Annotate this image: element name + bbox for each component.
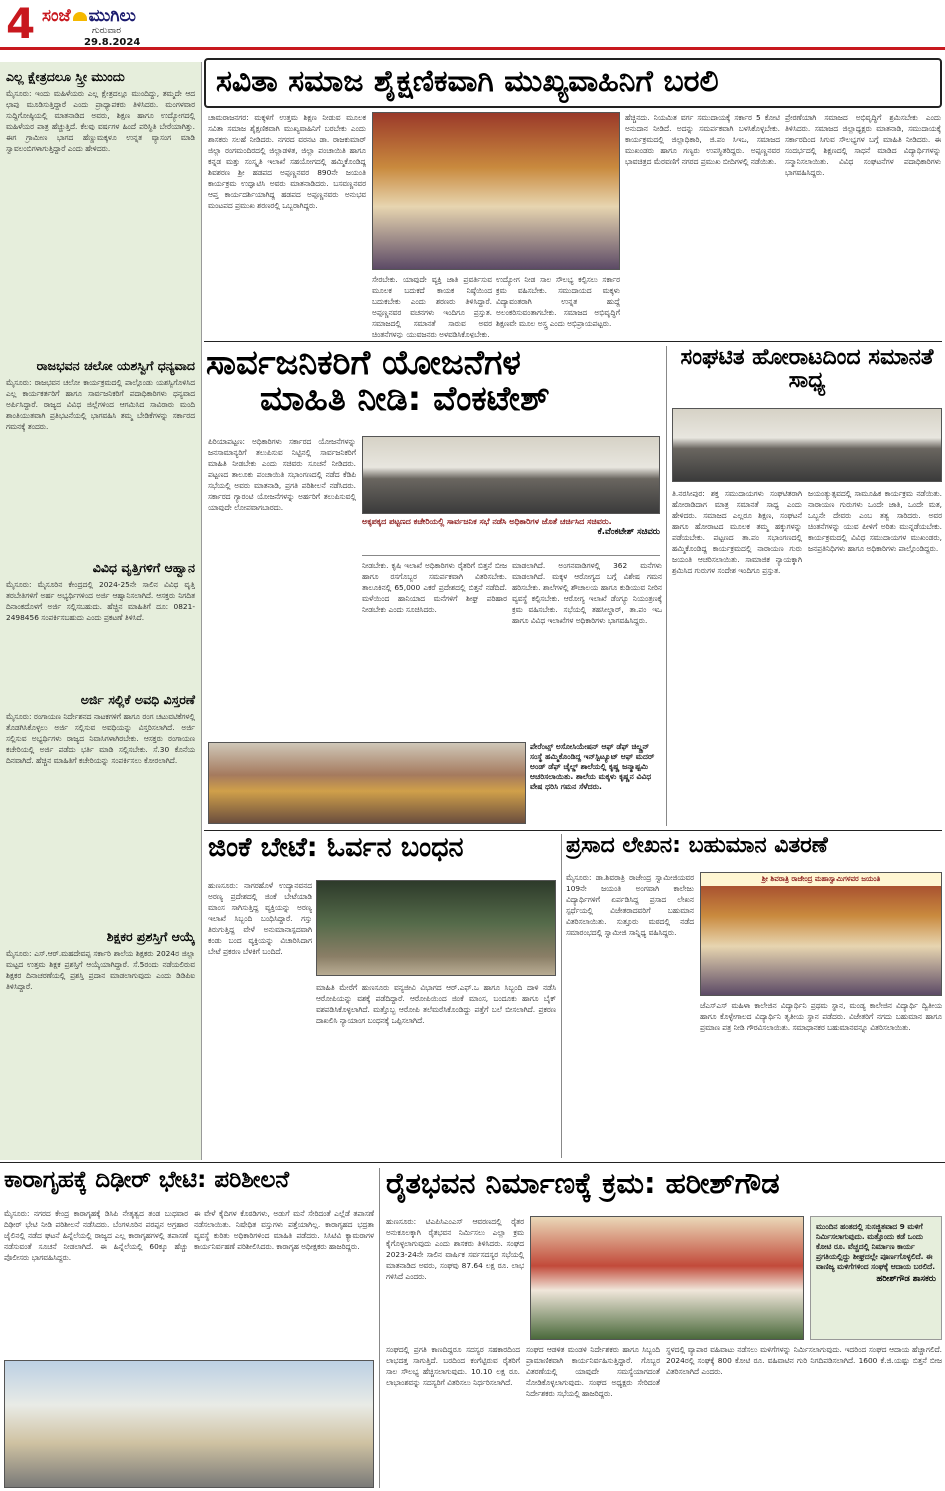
- brief-4-text: ಮೈಸೂರು: ರಂಗಾಯಣ ನಿರ್ದೇಶನದ ನಾಟಕಗಳಿಗೆ ಹಾಗೂ ರಂಗ ಚಟುವಟಿಕೆಗಳಲ್ಲಿ ತೊಡಗಿಸಿಕೊಳ್ಳಲು ಅರ್ಜಿ ಸಲ್ಲಿಸುವ ಅವಧಿಯನ್ನು ವಿಸ್ತರಿಸಲಾಗಿದೆ. ಅರ್ಜಿ ಸಲ್ಲಿಸುವ ಅಭ್ಯರ್ಥಿಗಳು ರಾಜ್ಯದ ನಿವಾಸಿಗಳಾಗಿರಬೇಕು. ಆಸಕ್ತರು ರಂಗಾಯಣ ಕಚೇರಿಯಲ್ಲಿ ಅರ್ಜಿ ಪಡೆದು ಭರ್ತಿ ಮಾಡಿ ಸಲ್ಲಿಸಬೇಕು. ಸೆ.30 ಕೊನೆಯ ದಿನವಾಗಿದೆ. ಹೆಚ್ಚಿನ ಮಾಹಿತಿಗೆ ಕಚೇರಿಯನ್ನು ಸಂಪರ್ಕಿಸಲು ಕೋರಲಾಗಿದೆ.: [6, 712, 195, 765]
- story5-headline: ಜಿಂಕೆ ಬೇಟೆ: ಓರ್ವನ ಬಂಧನ: [208, 834, 464, 863]
- story8-quote-box: [810, 1216, 942, 1340]
- story5-photo: [316, 880, 556, 976]
- story5-col1: ಹುಣಸೂರು: ನಾಗರಹೊಳೆ ಉದ್ಯಾನವನದ ಅರಣ್ಯ ಪ್ರದೇಶದಲ್ಲಿ ಜಿಂಕೆ ಬೇಟೆಯಾಡಿ ಮಾಂಸ ಸಾಗಿಸುತ್ತಿದ್ದ ವ್ಯಕ್ತಿಯನ್ನು ಅರಣ್ಯ ಇಲಾಖೆ ಸಿಬ್ಬಂದಿ ಬಂಧಿಸಿದ್ದಾರೆ. ಗಸ್ತು ತಿರುಗುತ್ತಿದ್ದ ವೇಳೆ ಅನುಮಾನಾಸ್ಪದವಾಗಿ ಕಂಡು ಬಂದ ವ್ಯಕ್ತಿಯನ್ನು ವಿಚಾರಿಸಿದಾಗ ಬೇಟೆ ಪ್ರಕರಣ ಬೆಳಕಿಗೆ ಬಂದಿದೆ.: [208, 881, 312, 956]
- story3-photo: [672, 408, 942, 482]
- column-divider: [561, 834, 562, 1158]
- story6-photo: [700, 872, 942, 996]
- story8-col3: ಸಂಘದ ಆಡಳಿತ ಮಂಡಳಿ ನಿರ್ದೇಶಕರು ಹಾಗೂ ಸಿಬ್ಬಂದಿ ಪ್ರಾಮಾಣಿಕವಾಗಿ ಕಾರ್ಯನಿರ್ವಹಿಸುತ್ತಿದ್ದಾರೆ. ಗೊಬ್ಬರ ವಿತರಣೆಯಲ್ಲಿ ಯಾವುದೇ ಸಮಸ್ಯೆಯಾಗದಂತೆ ನೋಡಿಕೊಳ್ಳಲಾಗುವುದು. ಸಂಘದ ಅಧ್ಯಕ್ಷರು ಸೇರಿದಂತೆ ನಿರ್ದೇಶಕರು ಸಭೆಯಲ್ಲಿ ಹಾಜರಿದ್ದರು.: [526, 1345, 660, 1398]
- story1-headline: ಸವಿತಾ ಸಮಾಜ ಶೈಕ್ಷಣಿಕವಾಗಿ ಮುಖ್ಯವಾಹಿನಿಗೆ ಬರಲಿ: [216, 64, 719, 99]
- story5-col2: ಮಾಹಿತಿ ಮೇರೆಗೆ ಹುಣಸೂರು ವನ್ಯಜೀವಿ ವಿಭಾಗದ ಆರ್.ಎಫ್.ಒ ಹಾಗೂ ಸಿಬ್ಬಂದಿ ದಾಳಿ ನಡೆಸಿ ಆರೋಪಿಯನ್ನು ವಶಕ್ಕೆ ಪಡೆದಿದ್ದಾರೆ. ಆರೋಪಿಯಿಂದ ಜಿಂಕೆ ಮಾಂಸ, ಬಂದೂಕು ಹಾಗೂ ಬೈಕ್ ವಶಪಡಿಸಿಕೊಳ್ಳಲಾಗಿದೆ. ಮತ್ತೊಬ್ಬ ಆರೋಪಿ ತಲೆಮರೆಸಿಕೊಂಡಿದ್ದು ಪತ್ತೆಗೆ ಬಲೆ ಬೀಸಲಾಗಿದೆ. ಪ್ರಕರಣ ದಾಖಲಿಸಿ ನ್ಯಾಯಾಂಗ ಬಂಧನಕ್ಕೆ ಒಪ್ಪಿಸಲಾಗಿದೆ.: [316, 983, 556, 1025]
- column-divider: [666, 346, 667, 826]
- logo-word-2: ಮುಗಿಲು: [88, 6, 136, 26]
- story2-col2: ನೀಡಬೇಕು. ಕೃಷಿ ಇಲಾಖೆ ಅಧಿಕಾರಿಗಳು ರೈತರಿಗೆ ಬಿತ್ತನೆ ಬೀಜ ಹಾಗೂ ರಸಗೊಬ್ಬರ ಸಮರ್ಪಕವಾಗಿ ವಿತರಿಸಬೇಕು. ತಾಲೂಕಿನಲ್ಲಿ 65,000 ಎಕರೆ ಪ್ರದೇಶದಲ್ಲಿ ಬಿತ್ತನೆ ನಡೆದಿದೆ. ಮಳೆಯಿಂದ ಹಾನಿಯಾದ ಮನೆಗಳಿಗೆ ಶೀಘ್ರ ಪರಿಹಾರ ನೀಡಬೇಕು ಎಂದು ಸೂಚಿಸಿದರು.: [362, 561, 507, 614]
- sun-icon: [73, 12, 87, 21]
- story8-quote: ಮುಂದಿನ ಹಂತದಲ್ಲಿ ಸುಸಜ್ಜಿತವಾದ 9 ಮಳಿಗೆ ನಿರ್ಮಿಸಲಾಗುವುದು. ಮತ್ತೊಂದು ಕಡೆ ಒಂದು ಕೋಟಿ ರೂ. ವೆಚ್ಚದಲ್ಲಿ ನಿರ್ಮಾಣ ಕಾರ್ಯ ಪ್ರಗತಿಯಲ್ಲಿದ್ದು ಶೀಘ್ರದಲ್ಲೇ ಪೂರ್ಣಗೊಳ್ಳಲಿದೆ. ಈ ವಾಣಿಜ್ಯ ಮಳಿಗೆಗಳಿಂದ ಸಂಘಕ್ಕೆ ಆದಾಯ ಬರಲಿದೆ.: [816, 1222, 936, 1271]
- story3-headline: ಸಂಘಟಿತ ಹೋರಾಟದಿಂದ ಸಮಾನತೆ ಸಾಧ್ಯ: [680, 346, 934, 394]
- masthead: [0, 0, 945, 50]
- story4-caption: ಪೇರೆಂಟ್ಸ್ ಅಸೋಸಿಯೇಷನ್ ಆಫ್ ಡೆಫ್ ಚಿಲ್ಡ್ರನ್ ಸಂಸ್ಥೆ ಹಮ್ಮಿಕೊಂಡಿದ್ದ ಇನ್‌ಸ್ಟಿಟ್ಯೂಟ್ ಆಫ್ ಮದರ್ ಅಂಡ್ ಡೆಫ್ ಚೈಲ್ಡ್ ಶಾಲೆಯಲ್ಲಿ ಕೃಷ್ಣ ಜನ್ಮಾಷ್ಟಮಿ ಆಚರಿಸಲಾಯಿತು. ಶಾಲೆಯ ಮಕ್ಕಳು ಕೃಷ್ಣನ ವಿವಿಧ ವೇಷ ಧರಿಸಿ ಗಮನ ಸೆಳೆದರು.: [530, 742, 655, 791]
- brief-1-title: ಎಲ್ಲ ಕ್ಷೇತ್ರದಲೂ ಸ್ತ್ರೀ ಮುಂದು: [6, 69, 125, 84]
- story3-headline-box: [672, 346, 942, 402]
- story8-col4: ಸ್ಥಳದಲ್ಲಿ ವ್ಯಾಪಾರ ವಹಿವಾಟು ನಡೆಸಲು ಮಳಿಗೆಗಳನ್ನು ನಿರ್ಮಿಸಲಾಗುವುದು. ಇದರಿಂದ ಸಂಘದ ಆದಾಯ ಹೆಚ್ಚಾಗಲಿದೆ. 2024ರಲ್ಲಿ ಸಂಘಕ್ಕೆ 800 ಕೋಟಿ ರೂ. ವಹಿವಾಟಿನ ಗುರಿ ನಿಗದಿಪಡಿಸಲಾಗಿದೆ. 1600 ಕೆ.ಜಿ.ಯಷ್ಟು ಬಿತ್ತನೆ ಬೀಜ ವಿತರಿಸಲಾಗಿದೆ ಎಂದರು.: [666, 1345, 942, 1376]
- brief-2-text: ಮೈಸೂರು: ರಾಜಭವನ ಚಲೋ ಕಾರ್ಯಕ್ರಮದಲ್ಲಿ ಪಾಲ್ಗೊಂಡು ಯಶಸ್ವಿಗೊಳಿಸಿದ ಎಲ್ಲ ಕಾರ್ಯಕರ್ತರಿಗೆ ಹಾಗೂ ಸಾರ್ವಜನಿಕರಿಗೆ ಪದಾಧಿಕಾರಿಗಳು ಧನ್ಯವಾದ ಅರ್ಪಿಸಿದ್ದಾರೆ. ರಾಜ್ಯದ ವಿವಿಧ ಜಿಲ್ಲೆಗಳಿಂದ ಆಗಮಿಸಿದ ಸಾವಿರಾರು ಮಂದಿ ಶಾಂತಿಯುತವಾಗಿ ಪ್ರತಿಭಟನೆಯಲ್ಲಿ ಭಾಗವಹಿಸಿ ತಮ್ಮ ಬೇಡಿಕೆಗಳನ್ನು ಸರ್ಕಾರದ ಗಮನಕ್ಕೆ ತಂದರು.: [6, 378, 195, 431]
- brief-3-text: ಮೈಸೂರು: ಮೈಸೂರಿನ ಕೇಂದ್ರದಲ್ಲಿ 2024-25ನೇ ಸಾಲಿನ ವಿವಿಧ ವೃತ್ತಿ ತರಬೇತಿಗಳಿಗೆ ಅರ್ಹ ಅಭ್ಯರ್ಥಿಗಳಿಂದ ಅರ್ಜಿ ಆಹ್ವಾನಿಸಲಾಗಿದೆ. ಆಸಕ್ತರು ನಿಗದಿತ ದಿನಾಂಕದೊಳಗೆ ಅರ್ಜಿ ಸಲ್ಲಿಸಬಹುದು. ಹೆಚ್ಚಿನ ಮಾಹಿತಿಗೆ ದೂ: 0821-2498456 ಸಂಪರ್ಕಿಸಬಹುದು ಎಂದು ಪ್ರಕಟಣೆ ತಿಳಿಸಿದೆ.: [6, 580, 195, 622]
- story8-col1: ಹುಣಸೂರು: ಟಿಎಪಿಸಿಎಂಎಸ್ ಆವರಣದಲ್ಲಿ ರೈತರ ಅನುಕೂಲಕ್ಕಾಗಿ ರೈತಭವನ ನಿರ್ಮಿಸಲು ಎಲ್ಲಾ ಕ್ರಮ ಕೈಗೊಳ್ಳಲಾಗುವುದು ಎಂದು ಶಾಸಕರು ತಿಳಿಸಿದರು. ಸಂಘದ 2023-24ನೇ ಸಾಲಿನ ವಾರ್ಷಿಕ ಸರ್ವಸದಸ್ಯರ ಸಭೆಯಲ್ಲಿ ಮಾತನಾಡಿದ ಅವರು, ಸಂಘವು 87.64 ಲಕ್ಷ ರೂ. ಲಾಭ ಗಳಿಸಿದೆ ಎಂದರು.: [386, 1217, 524, 1281]
- briefs-sidebar: [0, 62, 202, 1160]
- story3-col2: ಜಯಂತ್ಯುತ್ಸವದಲ್ಲಿ ಸಾಮೂಹಿಕ ಕಾರ್ಯಕ್ರಮ ನಡೆಯಿತು. ನಾರಾಯಣ ಗುರುಗಳು ಒಂದೇ ಜಾತಿ, ಒಂದೇ ಮತ, ಒಬ್ಬನೇ ದೇವರು ಎಂಬ ತತ್ವ ಸಾರಿದರು. ಅವರ ಚಿಂತನೆಗಳನ್ನು ಯುವ ಪೀಳಿಗೆ ಅರಿತು ಮುನ್ನಡೆಯಬೇಕು. ಕಾರ್ಯಕ್ರಮದಲ್ಲಿ ವಿವಿಧ ಸಮುದಾಯಗಳ ಮುಖಂಡರು, ಜನಪ್ರತಿನಿಧಿಗಳು ಹಾಗೂ ಅಧಿಕಾರಿಗಳು ಪಾಲ್ಗೊಂಡಿದ್ದರು.: [808, 489, 942, 553]
- story7-photo: [4, 1360, 374, 1488]
- story2-col1: ಪಿರಿಯಾಪಟ್ಟಣ: ಅಧಿಕಾರಿಗಳು ಸರ್ಕಾರದ ಯೋಜನೆಗಳನ್ನು ಜನಸಾಮಾನ್ಯರಿಗೆ ತಲುಪಿಸುವ ನಿಟ್ಟಿನಲ್ಲಿ ಸಾರ್ವಜನಿಕರಿಗೆ ಮಾಹಿತಿ ನೀಡಬೇಕು ಎಂದು ಸಚಿವರು ಸೂಚನೆ ನೀಡಿದರು. ಪಟ್ಟಣದ ತಾಲೂಕು ಪಂಚಾಯಿತಿ ಸಭಾಂಗಣದಲ್ಲಿ ನಡೆದ ಕೆಡಿಪಿ ಸಭೆಯಲ್ಲಿ ಅವರು ಮಾತನಾಡಿ, ಪ್ರಗತಿ ಪರಿಶೀಲನೆ ನಡೆಸಿದರು. ಸರ್ಕಾರದ ಗ್ಯಾರಂಟಿ ಯೋಜನೆಗಳನ್ನು ಅರ್ಹರಿಗೆ ತಲುಪಿಸುವಲ್ಲಿ ಯಾವುದೇ ಲೋಪವಾಗಬಾರದು.: [208, 437, 356, 512]
- story4-photo: [208, 742, 526, 824]
- issue-date: 29.8.2024: [84, 37, 141, 48]
- story2-headline-line2: ಮಾಹಿತಿ ನೀಡಿ: ವೆಂಕಟೇಶ್: [260, 378, 550, 419]
- story2-headline-line1: ಸಾರ್ವಜನಿಕರಿಗೆ ಯೋಜನೆಗಳ: [206, 346, 521, 383]
- brief-5-title: ಶಿಕ್ಷಕರ ಪ್ರಶಸ್ತಿಗೆ ಆಯ್ಕೆ: [106, 929, 195, 944]
- brief-4-title: ಅರ್ಜಿ ಸಲ್ಲಿಕೆ ಅವಧಿ ವಿಸ್ತರಣೆ: [80, 692, 195, 707]
- story7-headline: ಕಾರಾಗೃಹಕ್ಕೆ ದಿಢೀರ್ ಭೇಟಿ: ಪರಿಶೀಲನೆ: [4, 1168, 290, 1193]
- story8-quote-credit: ಹರೀಶ್‌ಗೌಡ ಶಾಸಕರು: [876, 1274, 936, 1284]
- story2-photo-credit: ಕೆ.ವೆಂಕಟೇಶ್ ಸಚಿವರು: [597, 527, 660, 537]
- story1-headline-box: [204, 58, 942, 108]
- story1-photo: [372, 112, 620, 270]
- story3-col1: ತಿ.ನರಸೀಪುರ: ಶಕ್ತ ಸಮುದಾಯಗಳು ಸಂಘಟಿತರಾಗಿ ಹೋರಾಡಿದಾಗ ಮಾತ್ರ ಸಮಾನತೆ ಸಾಧ್ಯ ಎಂದು ಹೇಳಿದರು. ಸಮಾಜದ ಎಲ್ಲರೂ ಶಿಕ್ಷಣ, ಸಂಘಟನೆ ಹಾಗೂ ಹೋರಾಟದ ಮೂಲಕ ತಮ್ಮ ಹಕ್ಕುಗಳನ್ನು ಪಡೆಯಬೇಕು. ಪಟ್ಟಣದ ತಾ.ಪಂ ಸಭಾಂಗಣದಲ್ಲಿ ಹಮ್ಮಿಕೊಂಡಿದ್ದ ಕಾರ್ಯಕ್ರಮದಲ್ಲಿ ನಾರಾಯಣ ಗುರು ಜಯಂತಿ ಆಚರಿಸಲಾಯಿತು. ಸಾಮಾಜಿಕ ನ್ಯಾಯಕ್ಕಾಗಿ ಶ್ರಮಿಸಿದ ಗುರುಗಳ ಸಂದೇಶ ಇಂದಿಗೂ ಪ್ರಸ್ತುತ.: [672, 489, 802, 575]
- story6-banner: ಶ್ರೀ ಶಿವರಾತ್ರಿ ರಾಜೇಂದ್ರ ಮಹಾಸ್ವಾಮಿಗಳವರ ಜಯಂತಿ: [701, 873, 941, 886]
- brief-1-text: ಮೈಸೂರು: ಇಂದು ಮಹಿಳೆಯರು ಎಲ್ಲ ಕ್ಷೇತ್ರದಲ್ಲೂ ಮುಂದಿದ್ದು, ತಮ್ಮದೇ ಆದ ಛಾಪು ಮೂಡಿಸುತ್ತಿದ್ದಾರೆ ಎಂದು ಪ್ರಾಧ್ಯಾಪಕರು ತಿಳಿಸಿದರು. ಮಂಗಳವಾರ ಸುದ್ದಿಗೋಷ್ಠಿಯಲ್ಲಿ ಮಾತನಾಡಿದ ಅವರು, ಶಿಕ್ಷಣ ಹಾಗೂ ಉದ್ಯೋಗದಲ್ಲಿ ಮಹಿಳೆಯರ ಪಾತ್ರ ಹೆಚ್ಚುತ್ತಿದೆ. ಕೆಲವು ವರ್ಷಗಳ ಹಿಂದೆ ಪರಿಸ್ಥಿತಿ ಬೇರೆಯಾಗಿತ್ತು. ಈಗ ಗ್ರಾಮೀಣ ಭಾಗದ ಹೆಣ್ಣುಮಕ್ಕಳೂ ಉನ್ನತ ವ್ಯಾಸಂಗ ಮಾಡಿ ಸ್ವಾವಲಂಬಿಗಳಾಗುತ್ತಿದ್ದಾರೆ ಎಂದು ಹೇಳಿದರು.: [6, 89, 195, 153]
- story2-photo-caption: ಅಕ್ಕಪಕ್ಕದ ಪಟ್ಟಣದ ಕಚೇರಿಯಲ್ಲಿ ಸಾರ್ವಜನಿಕ ಸಭೆ ನಡೆಸಿ ಅಧಿಕಾರಿಗಳ ಜೊತೆ ಚರ್ಚಿಸಿದ ಸಚಿವರು.: [362, 517, 612, 526]
- story1-col4: ಹೆಚ್ಚಿನದು. ನಿಯಮಿತ ವರ್ಗ ಸಮುದಾಯಕ್ಕೆ ಸರ್ಕಾರ 5 ಕೋಟಿ ಅನುದಾನ ನೀಡಿದೆ. ಅದನ್ನು ಸಮರ್ಪಕವಾಗಿ ಬಳಸಿಕೊಳ್ಳಬೇಕು. ಕಾರ್ಯಕ್ರಮದಲ್ಲಿ ಜಿಲ್ಲಾಧಿಕಾರಿ, ಜಿ.ಪಂ ಸಿಇಒ, ಸಮಾಜದ ಮುಖಂಡರು ಹಾಗೂ ಗಣ್ಯರು ಉಪಸ್ಥಿತರಿದ್ದರು. ಅಪ್ಪಣ್ಣನವರ ಭಾವಚಿತ್ರದ ಮೆರವಣಿಗೆ ನಗರದ ಪ್ರಮುಖ ಬೀದಿಗಳಲ್ಲಿ ನಡೆಯಿತು.: [625, 113, 780, 166]
- story2-photo-caption-box: [362, 516, 660, 556]
- story6-headline: ಪ್ರಸಾದ ಲೇಖನ: ಬಹುಮಾನ ವಿತರಣೆ: [566, 834, 828, 858]
- brief-2-title: ರಾಜಭವನ ಚಲೋ ಯಶಸ್ವಿಗೆ ಧನ್ಯವಾದ: [36, 358, 195, 373]
- story7-col1: ಮೈಸೂರು: ನಗರದ ಕೇಂದ್ರ ಕಾರಾಗೃಹಕ್ಕೆ ಡಿಸಿಪಿ ನೇತೃತ್ವದ ತಂಡ ಬುಧವಾರ ದಿಢೀರ್ ಭೇಟಿ ನೀಡಿ ಪರಿಶೀಲನೆ ನಡೆಸಿದರು. ಬೆಂಗಳೂರಿನ ಪರಪ್ಪನ ಅಗ್ರಹಾರ ಜೈಲಿನಲ್ಲಿ ನಡೆದ ಘಟನೆ ಹಿನ್ನೆಲೆಯಲ್ಲಿ ರಾಜ್ಯದ ಎಲ್ಲ ಕಾರಾಗೃಹಗಳಲ್ಲಿ ತಪಾಸಣೆ ನಡೆಸುವಂತೆ ಸೂಚನೆ ನೀಡಲಾಗಿದೆ. ಈ ಹಿನ್ನೆಲೆಯಲ್ಲಿ 60ಕ್ಕೂ ಹೆಚ್ಚು ಪೊಲೀಸರು ಭಾಗವಹಿಸಿದ್ದರು.: [4, 1209, 188, 1262]
- story1-col1: ಚಾಮರಾಜನಗರ: ಮಕ್ಕಳಿಗೆ ಉತ್ತಮ ಶಿಕ್ಷಣ ನೀಡುವ ಮೂಲಕ ಸವಿತಾ ಸಮಾಜ ಶೈಕ್ಷಣಿಕವಾಗಿ ಮುಖ್ಯವಾಹಿನಿಗೆ ಬರಬೇಕು ಎಂದು ಶಾಸಕರು ಸಲಹೆ ನೀಡಿದರು. ನಗರದ ವರನಟ ಡಾ. ರಾಜಕುಮಾರ್ ಜಿಲ್ಲಾ ರಂಗಮಂದಿರದಲ್ಲಿ ಜಿಲ್ಲಾಡಳಿತ, ಜಿಲ್ಲಾ ಪಂಚಾಯಿತಿ ಹಾಗೂ ಕನ್ನಡ ಮತ್ತು ಸಂಸ್ಕೃತಿ ಇಲಾಖೆ ಸಹಯೋಗದಲ್ಲಿ ಹಮ್ಮಿಕೊಂಡಿದ್ದ ಶಿವಶರಣ ಶ್ರೀ ಹಡಪದ ಅಪ್ಪಣ್ಣನವರ 890ನೇ ಜಯಂತಿ ಕಾರ್ಯಕ್ರಮ ಉದ್ಘಾಟಿಸಿ ಅವರು ಮಾತನಾಡಿದರು. ಬಸವಣ್ಣನವರ ಆಪ್ತ ಕಾರ್ಯದರ್ಶಿಯಾಗಿದ್ದ ಹಡಪದ ಅಪ್ಪಣ್ಣನವರು ಅನುಭವ ಮಂಟಪದ ಪ್ರಮುಖ ಶರಣರಲ್ಲಿ ಒಬ್ಬರಾಗಿದ್ದರು.: [208, 113, 366, 210]
- brief-3-title: ವಿವಿಧ ವೃತ್ತಿಗಳಿಗೆ ಆಹ್ವಾನ: [92, 560, 195, 575]
- story1-col5: ಪ್ರೇರಣೆಯಾಗಿ ಸಮಾಜದ ಅಭಿವೃದ್ಧಿಗೆ ಶ್ರಮಿಸಬೇಕು ಎಂದು ತಿಳಿಸಿದರು. ಸಮಾಜದ ಜಿಲ್ಲಾಧ್ಯಕ್ಷರು ಮಾತನಾಡಿ, ಸಮುದಾಯಕ್ಕೆ ಸರ್ಕಾರದಿಂದ ಸಿಗುವ ಸೌಲಭ್ಯಗಳ ಬಗ್ಗೆ ಮಾಹಿತಿ ನೀಡಿದರು. ಈ ಸಂದರ್ಭದಲ್ಲಿ ಶಿಕ್ಷಣದಲ್ಲಿ ಸಾಧನೆ ಮಾಡಿದ ವಿದ್ಯಾರ್ಥಿಗಳನ್ನು ಸನ್ಮಾನಿಸಲಾಯಿತು. ವಿವಿಧ ಸಂಘಟನೆಗಳ ಪದಾಧಿಕಾರಿಗಳು ಭಾಗವಹಿಸಿದ್ದರು.: [785, 113, 941, 177]
- story7-headline-box: [4, 1168, 374, 1206]
- page-number: 4: [6, 0, 36, 48]
- story6-headline-box: [566, 834, 942, 870]
- story8-col2: ಸಂಘದಲ್ಲಿ ಪ್ರಗತಿ ಕಾಣದಿದ್ದರೂ ಸದಸ್ಯರ ಸಹಕಾರದಿಂದ ಲಾಭದತ್ತ ಸಾಗುತ್ತಿದೆ. ಬರದಿಂದ ಕಂಗೆಟ್ಟಿರುವ ರೈತರಿಗೆ ಸಾಲ ಸೌಲಭ್ಯ ಹೆಚ್ಚಿಸಲಾಗುವುದು. 10.10 ಲಕ್ಷ ರೂ. ಲಾಭಾಂಶವನ್ನು ಸದಸ್ಯರಿಗೆ ವಿತರಿಸಲು ನಿರ್ಧರಿಸಲಾಗಿದೆ.: [386, 1345, 520, 1387]
- story7-col2: ಈ ವೇಳೆ ಕೈದಿಗಳ ಕೊಠಡಿಗಳು, ಅಡುಗೆ ಮನೆ ಸೇರಿದಂತೆ ಎಲ್ಲೆಡೆ ತಪಾಸಣೆ ನಡೆಸಲಾಯಿತು. ನಿಷೇಧಿತ ವಸ್ತುಗಳು ಪತ್ತೆಯಾಗಿಲ್ಲ. ಕಾರಾಗೃಹದ ಭದ್ರತಾ ವ್ಯವಸ್ಥೆ ಕುರಿತು ಅಧಿಕಾರಿಗಳಿಂದ ಮಾಹಿತಿ ಪಡೆದರು. ಸಿಸಿಟಿವಿ ಕ್ಯಾಮರಾಗಳ ಕಾರ್ಯನಿರ್ವಹಣೆ ಪರಿಶೀಲಿಸಿದರು. ಕಾರಾಗೃಹ ಅಧೀಕ್ಷಕರು ಹಾಜರಿದ್ದರು.: [194, 1209, 374, 1251]
- divider: [0, 1162, 945, 1163]
- story8-headline: ರೈತಭವನ ನಿರ್ಮಾಣಕ್ಕೆ ಕ್ರಮ: ಹರೀಶ್‌ಗೌಡ: [386, 1168, 780, 1200]
- brief-5-text: ಮೈಸೂರು: ಎಸ್.ಆರ್.ಮಹದೇವಪ್ಪ ಸರ್ಕಾರಿ ಶಾಲೆಯ ಶಿಕ್ಷಕರು 2024ರ ಜಿಲ್ಲಾ ಮಟ್ಟದ ಉತ್ತಮ ಶಿಕ್ಷಕ ಪ್ರಶಸ್ತಿಗೆ ಆಯ್ಕೆಯಾಗಿದ್ದಾರೆ. ಸೆ.5ರಂದು ನಡೆಯಲಿರುವ ಶಿಕ್ಷಕರ ದಿನಾಚರಣೆಯಲ್ಲಿ ಪ್ರಶಸ್ತಿ ಪ್ರದಾನ ಮಾಡಲಾಗುವುದು ಎಂದು ಡಿಡಿಪಿಐ ತಿಳಿಸಿದ್ದಾರೆ.: [6, 949, 195, 991]
- story5-headline-box: [208, 834, 558, 876]
- newspaper-logo: [42, 6, 136, 26]
- story2-col3: ಮಾಡಲಾಗಿದೆ. ಅಂಗನವಾಡಿಗಳಲ್ಲಿ 362 ಮನೆಗಳು ಮಾಡಲಾಗಿದೆ. ಮಕ್ಕಳ ಆರೋಗ್ಯದ ಬಗ್ಗೆ ವಿಶೇಷ ಗಮನ ಹರಿಸಬೇಕು. ಶಾಲೆಗಳಲ್ಲಿ ಶೌಚಾಲಯ ಹಾಗೂ ಕುಡಿಯುವ ನೀರಿನ ವ್ಯವಸ್ಥೆ ಕಲ್ಪಿಸಬೇಕು. ಆರೋಗ್ಯ ಇಲಾಖೆ ಡೆಂಗ್ಯೂ ನಿಯಂತ್ರಣಕ್ಕೆ ಕ್ರಮ ವಹಿಸಬೇಕು. ಸಭೆಯಲ್ಲಿ ತಹಸೀಲ್ದಾರ್, ತಾ.ಪಂ ಇಒ ಹಾಗೂ ವಿವಿಧ ಇಲಾಖೆಗಳ ಅಧಿಕಾರಿಗಳು ಭಾಗವಹಿಸಿದ್ದರು.: [512, 561, 662, 625]
- story1-col3: ಉದ್ಯೋಗ ನೀಡ ಸಾಲ ಸೌಲಭ್ಯ ಕಲ್ಪಿಸಲು ಸರ್ಕಾರ ಕ್ರಮ ವಹಿಸಬೇಕು. ಸಮುದಾಯದ ಮಕ್ಕಳು ವಿದ್ಯಾವಂತರಾಗಿ ಉನ್ನತ ಹುದ್ದೆ ಅಲಂಕರಿಸುವಂತಾಗಬೇಕು. ಸಮಾಜದ ಅಭಿವೃದ್ಧಿಗೆ ಶಿಕ್ಷಣವೇ ಮೂಲ ಅಸ್ತ್ರ ಎಂದು ಅಭಿಪ್ರಾಯಪಟ್ಟರು.: [496, 275, 620, 328]
- column-divider: [379, 1168, 380, 1488]
- story8-photo: [530, 1216, 804, 1340]
- divider: [204, 830, 942, 831]
- story1-col2: ಸೇರಬೇಕು. ಯಾವುದೇ ವ್ಯಕ್ತಿ ಜಾತಿ ಪ್ರವರ್ತಿಸುವ ಮೂಲಕ ಬದುಕದೆ ಕಾಯಕ ನಿಷ್ಠೆಯಿಂದ ಬದುಕಬೇಕು ಎಂದು ಶರಣರು ತಿಳಿಸಿದ್ದಾರೆ. ಅಪ್ಪಣ್ಣನವರ ವಚನಗಳು ಇಂದಿಗೂ ಪ್ರಸ್ತುತ. ಸಮಾಜದಲ್ಲಿ ಸಮಾನತೆ ಸಾರುವ ಅವರ ಚಿಂತನೆಗಳನ್ನು ಯುವಜನರು ಅಳವಡಿಸಿಕೊಳ್ಳಬೇಕು.: [372, 275, 492, 338]
- story8-headline-box: [386, 1168, 942, 1214]
- story2-headline: [206, 346, 658, 432]
- issue-day: ಗುರುವಾರ: [92, 26, 122, 36]
- story6-col1: ಮೈಸೂರು: ಡಾ.ಶಿವರಾತ್ರಿ ರಾಜೇಂದ್ರ ಸ್ವಾಮೀಜಿಯವರ 109ನೇ ಜಯಂತಿ ಅಂಗವಾಗಿ ಕಾಲೇಜು ವಿದ್ಯಾರ್ಥಿಗಳಿಗೆ ಏರ್ಪಡಿಸಿದ್ದ ಪ್ರಸಾದ ಲೇಖನ ಸ್ಪರ್ಧೆಯಲ್ಲಿ ವಿಜೇತರಾದವರಿಗೆ ಬಹುಮಾನ ವಿತರಿಸಲಾಯಿತು. ಸುತ್ತೂರು ಮಠದಲ್ಲಿ ನಡೆದ ಸಮಾರಂಭದಲ್ಲಿ ಸ್ವಾಮೀಜಿ ಸಾನ್ನಿಧ್ಯ ವಹಿಸಿದ್ದರು.: [566, 873, 694, 937]
- divider: [204, 341, 942, 342]
- logo-word-1: ಸಂಜೆ: [42, 6, 71, 26]
- story6-col2: ಜೆಎಸ್‌ಎಸ್ ಮಹಿಳಾ ಕಾಲೇಜಿನ ವಿದ್ಯಾರ್ಥಿನಿ ಪ್ರಥಮ ಸ್ಥಾನ, ಮಂಡ್ಯ ಕಾಲೇಜಿನ ವಿದ್ಯಾರ್ಥಿ ದ್ವಿತೀಯ ಹಾಗೂ ಕೊಳ್ಳೇಗಾಲದ ವಿದ್ಯಾರ್ಥಿನಿ ತೃತೀಯ ಸ್ಥಾನ ಪಡೆದರು. ವಿಜೇತರಿಗೆ ನಗದು ಬಹುಮಾನ ಹಾಗೂ ಪ್ರಮಾಣ ಪತ್ರ ನೀಡಿ ಗೌರವಿಸಲಾಯಿತು. ಸಮಾಧಾನಕರ ಬಹುಮಾನವನ್ನೂ ವಿತರಿಸಲಾಯಿತು.: [700, 1001, 942, 1032]
- story2-photo: [362, 436, 660, 514]
